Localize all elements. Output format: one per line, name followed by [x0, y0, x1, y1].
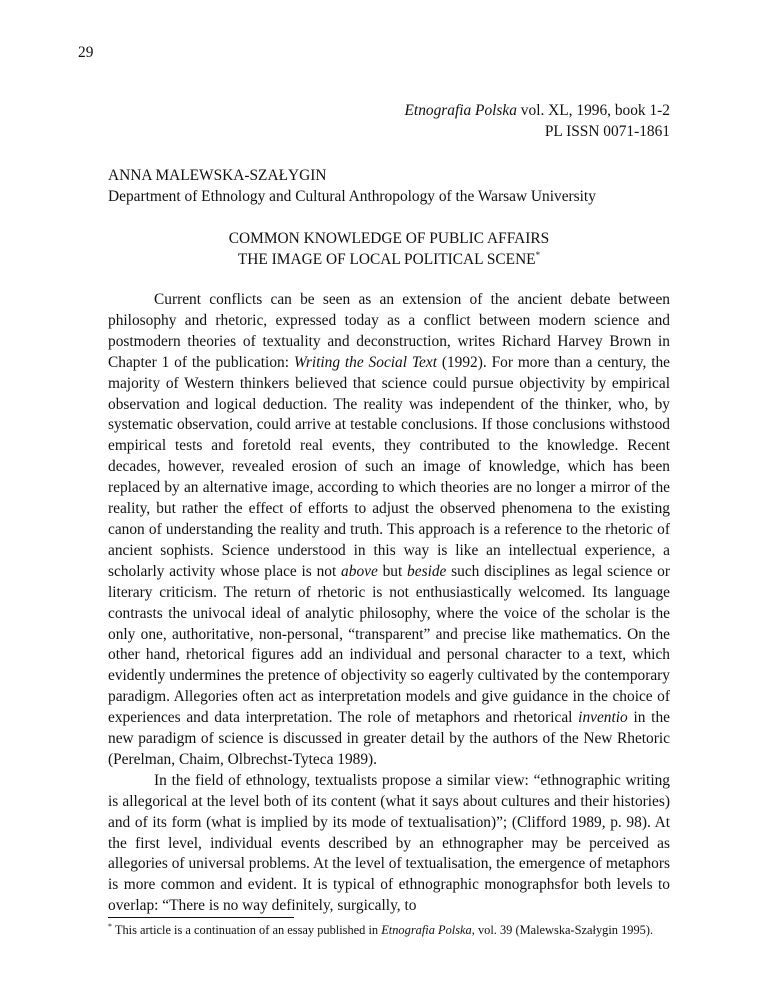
paragraph-1-text-d: such disciplines as legal science or literary criticism. The return of rhetoric is not enthusiastically welcomed. Its language contrasts the univocal ideal of analytic philosophy, where the voice of the scholar is the only one, authoritative, non-personal, “transparent” and precise like mathematics. On the other hand, rhetorical figures add an individual and personal character to a text, which evidently undermines the pretence of objectivity so eagerly cultivated by the contemporary paradigm. Allegories often act as interpretation models and give guidance in the choice of experiences and data interpretation. The role of metaphors and rhetorical — [108, 562, 670, 727]
paragraph-1-text-c: but — [377, 562, 408, 580]
emphasis-above: above — [341, 562, 378, 580]
title-line-2-text: THE IMAGE OF LOCAL POLITICAL SCENE — [237, 251, 536, 268]
footnote-divider — [108, 917, 294, 918]
author-name: ANNA MALEWSKA-SZAŁYGIN — [108, 167, 327, 184]
journal-name: Etnografia Polska — [404, 102, 517, 119]
footnote-text-b: , vol. 39 (Malewska-Szałygin 1995). — [471, 923, 654, 937]
journal-details: vol. XL, 1996, book 1-2 — [516, 102, 670, 119]
paragraph-1-text-b: (1992). For more than a century, the majority of Western thinkers believed that science could pursue objectivity by empirical observation and logical deduction. The reality was independent of the thinker, who, by systematic observation, could arrive at testable conclusions. If those conclusions withstood empirical tests and foretold real events, they contributed to the knowledge. Recent decades, however, revealed erosion of such an image of knowledge, which has been replaced by an alternative image, according to which theories are no longer a mirror of the reality, but rather the effect of efforts to adjust the observed phenomena to the existing canon of understanding the reality and truth. This approach is a reference to the rhetoric of ancient sophists. Science understood in this way is like an intellectual experience, a scholarly activity whose place is not — [108, 353, 671, 580]
author-block — [108, 165, 596, 207]
journal-issn: PL ISSN 0071-1861 — [544, 123, 670, 140]
footnote-journal: Etnografia Polska — [381, 923, 472, 937]
paragraph-1 — [108, 290, 670, 771]
journal-volume-line — [405, 100, 670, 121]
title-line-2 — [108, 249, 670, 270]
footnote — [108, 922, 670, 939]
footnote-mark: * — [108, 922, 112, 931]
paragraph-1-text-a: Current conflicts can be seen as an extension of the ancient debate between philosophy and rhetoric, expressed today as a conflict between modern science and postmodern theories of textuality and deconstruction, writes Richard Harvey Brown in Chapter 1 of the publication: — [108, 291, 670, 371]
article-body — [108, 290, 670, 917]
page-number: 29 — [78, 44, 94, 61]
book-title-italic: Writing the Social Text — [293, 353, 437, 371]
author-affiliation: Department of Ethnology and Cultural Anthropology of the Warsaw University — [108, 188, 596, 205]
title-footnote-marker[interactable]: * — [535, 250, 541, 260]
emphasis-inventio: inventio — [578, 709, 628, 727]
footnote-text-a: This article is a continuation of an essay published in — [112, 923, 382, 937]
paragraph-1-text-e: in the new paradigm of science is discussed in greater detail by the authors of the New Rhetoric (Perelman, Chaim, Olbrechst-Tyteca 1989). — [108, 709, 670, 768]
article-title — [108, 228, 670, 270]
emphasis-beside: beside — [407, 562, 447, 580]
paragraph-2: In the field of ethnology, textualists propose a similar view: “ethnographic writing is allegorical at the level both of its content (what it says about cultures and their histories) and of its form (what is implied by its mode of textualisation)”; (Clifford 1989, p. 98). At the first level, individual events described by an ethnographer may be perceived as allegories of universal problems. At the level of textualisation, the emergence of metaphors is more common and evident. It is typical of ethnographic monographsfor both levels to overlap: “There is no way definitely, surgically, to — [108, 771, 670, 915]
journal-citation — [405, 100, 670, 142]
title-line-1: COMMON KNOWLEDGE OF PUBLIC AFFAIRS — [228, 230, 550, 247]
